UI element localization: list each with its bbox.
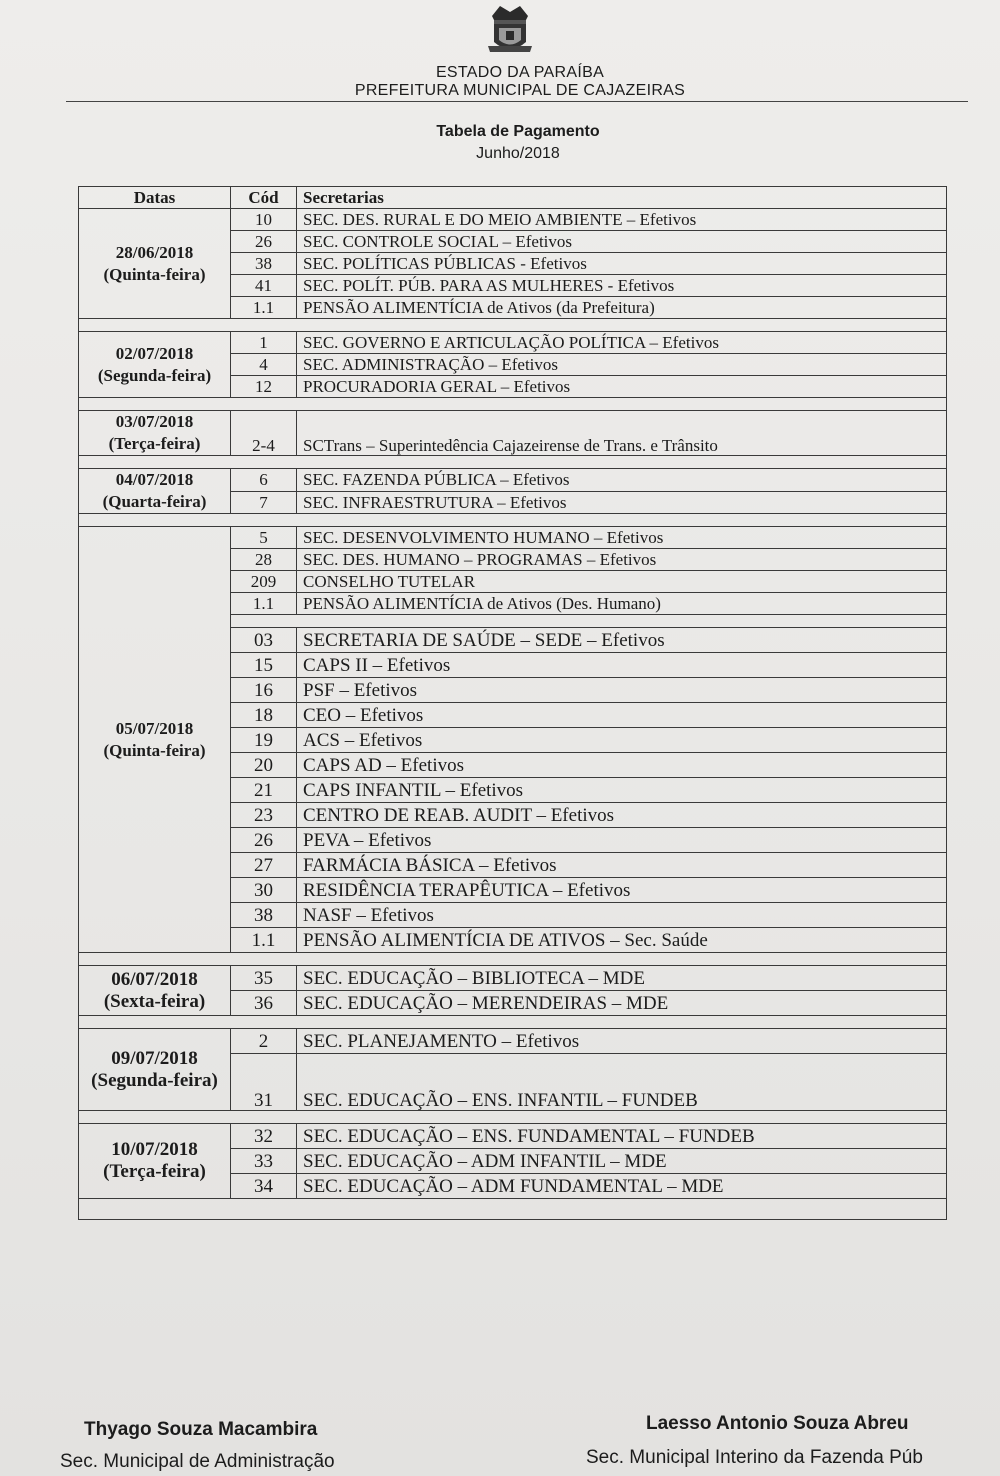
dept-code: 18 bbox=[231, 703, 297, 728]
dept-name: CAPS II – Efetivos bbox=[297, 653, 947, 678]
dept-code: 2 bbox=[231, 1029, 297, 1054]
group-spacer bbox=[79, 514, 947, 527]
table-row bbox=[79, 332, 947, 354]
payment-date: 09/07/2018 bbox=[111, 1047, 198, 1069]
payment-weekday: (Sexta-feira) bbox=[103, 990, 206, 1012]
group-spacer bbox=[79, 319, 947, 332]
dept-name: SEC. DES. RURAL E DO MEIO AMBIENTE – Efetivos bbox=[297, 209, 947, 231]
dept-code: 38 bbox=[231, 903, 297, 928]
dept-name: SEC. EDUCAÇÃO – ADM FUNDAMENTAL – MDE bbox=[297, 1174, 947, 1199]
table-header-row bbox=[79, 187, 947, 209]
dept-code: 4 bbox=[231, 354, 297, 376]
dept-code: 31 bbox=[231, 1054, 297, 1111]
dept-code: 21 bbox=[231, 778, 297, 803]
group-spacer bbox=[79, 456, 947, 469]
dept-name: SEC. INFRAESTRUTURA – Efetivos bbox=[297, 491, 947, 514]
dept-code: 1.1 bbox=[231, 593, 297, 615]
dept-code: 26 bbox=[231, 231, 297, 253]
table-row bbox=[79, 411, 947, 456]
municipal-crest-icon bbox=[484, 2, 536, 60]
payment-weekday: (Segunda-feira) bbox=[91, 1069, 218, 1091]
dept-name: CEO – Efetivos bbox=[297, 703, 947, 728]
dept-name: PENSÃO ALIMENTÍCIA DE ATIVOS – Sec. Saúde bbox=[297, 928, 947, 953]
dept-code: 35 bbox=[231, 966, 297, 991]
dept-code: 209 bbox=[231, 571, 297, 593]
dept-name: SEC. PLANEJAMENTO – Efetivos bbox=[297, 1029, 947, 1054]
dept-name: SEC. EDUCAÇÃO – BIBLIOTECA – MDE bbox=[297, 966, 947, 991]
header-departments: Secretarias bbox=[297, 187, 947, 209]
dept-name: PROCURADORIA GERAL – Efetivos bbox=[297, 376, 947, 398]
dept-code: 36 bbox=[231, 991, 297, 1016]
dept-name: CAPS AD – Efetivos bbox=[297, 753, 947, 778]
document-title: Tabela de Pagamento bbox=[436, 123, 600, 140]
payment-date: 10/07/2018 bbox=[111, 1139, 198, 1160]
table-row bbox=[79, 1124, 947, 1149]
group-spacer bbox=[79, 953, 947, 966]
payment-weekday: (Quarta-feira) bbox=[102, 492, 207, 511]
group-spacer bbox=[79, 1111, 947, 1124]
group-spacer bbox=[79, 398, 947, 411]
dept-code: 15 bbox=[231, 653, 297, 678]
dept-name: SEC. EDUCAÇÃO – ADM INFANTIL – MDE bbox=[297, 1149, 947, 1174]
dept-name: CENTRO DE REAB. AUDIT – Efetivos bbox=[297, 803, 947, 828]
dept-code: 33 bbox=[231, 1149, 297, 1174]
dept-name: SEC. EDUCAÇÃO – ENS. INFANTIL – FUNDEB bbox=[297, 1054, 947, 1111]
dept-code: 10 bbox=[231, 209, 297, 231]
payment-date-cell bbox=[79, 966, 231, 1016]
dept-code: 28 bbox=[231, 549, 297, 571]
dept-code: 38 bbox=[231, 253, 297, 275]
payment-date: 28/06/2018 bbox=[115, 242, 194, 262]
dept-name: SEC. CONTROLE SOCIAL – Efetivos bbox=[297, 231, 947, 253]
dept-code: 12 bbox=[231, 376, 297, 398]
payment-weekday: (Quinta-feira) bbox=[103, 264, 206, 284]
payment-date-cell bbox=[79, 1124, 231, 1199]
payment-table bbox=[78, 186, 947, 1220]
state-heading: ESTADO DA PARAÍBA bbox=[435, 64, 605, 81]
dept-code: 26 bbox=[231, 828, 297, 853]
payment-date-cell bbox=[79, 527, 231, 953]
dept-code: 30 bbox=[231, 878, 297, 903]
dept-name: PSF – Efetivos bbox=[297, 678, 947, 703]
dept-name: SEC. ADMINISTRAÇÃO – Efetivos bbox=[297, 354, 947, 376]
dept-name: PEVA – Efetivos bbox=[297, 828, 947, 853]
dept-name: SEC. DES. HUMANO – PROGRAMAS – Efetivos bbox=[297, 549, 947, 571]
dept-name: SCTrans – Superintedência Cajazeirense de Trans. e Trânsito bbox=[297, 411, 947, 456]
table-row bbox=[79, 209, 947, 231]
dept-code: 16 bbox=[231, 678, 297, 703]
dept-name: SECRETARIA DE SAÚDE – SEDE – Efetivos bbox=[297, 628, 947, 653]
payment-date: 02/07/2018 bbox=[115, 343, 194, 363]
header-dates: Datas bbox=[79, 187, 231, 209]
dept-name: ACS – Efetivos bbox=[297, 728, 947, 753]
group-spacer bbox=[79, 1016, 947, 1029]
dept-name: CAPS INFANTIL – Efetivos bbox=[297, 778, 947, 803]
dept-code: 27 bbox=[231, 853, 297, 878]
dept-code: 6 bbox=[231, 469, 297, 492]
dept-name: SEC. POLÍT. PÚB. PARA AS MULHERES - Efetivos bbox=[297, 275, 947, 297]
dept-name: SEC. GOVERNO E ARTICULAÇÃO POLÍTICA – Efetivos bbox=[297, 332, 947, 354]
dept-code: 1 bbox=[231, 332, 297, 354]
dept-code: 5 bbox=[231, 527, 297, 549]
dept-code: 34 bbox=[231, 1174, 297, 1199]
payment-weekday: (Terça-feira) bbox=[108, 434, 201, 453]
table-row bbox=[79, 966, 947, 991]
signatory-right-name: Laesso Antonio Souza Abreu bbox=[646, 1413, 909, 1434]
city-hall-heading: PREFEITURA MUNICIPAL DE CAJAZEIRAS bbox=[354, 82, 686, 99]
payment-date-cell bbox=[79, 1029, 231, 1111]
payment-date-cell bbox=[79, 209, 231, 319]
dept-code: 1.1 bbox=[231, 297, 297, 319]
header-divider bbox=[66, 101, 968, 102]
dept-code: 41 bbox=[231, 275, 297, 297]
payment-date-cell bbox=[79, 469, 231, 514]
table-row bbox=[79, 469, 947, 492]
dept-name: CONSELHO TUTELAR bbox=[297, 571, 947, 593]
signatory-left-name: Thyago Souza Macambira bbox=[84, 1419, 318, 1440]
dept-name: SEC. EDUCAÇÃO – ENS. FUNDAMENTAL – FUNDEB bbox=[297, 1124, 947, 1149]
dept-name: NASF – Efetivos bbox=[297, 903, 947, 928]
dept-code: 20 bbox=[231, 753, 297, 778]
payment-date: 05/07/2018 bbox=[115, 718, 194, 738]
payment-weekday: (Quinta-feira) bbox=[103, 740, 206, 760]
signatory-left-role: Sec. Municipal de Administração bbox=[60, 1451, 335, 1472]
table-footer-spacer bbox=[79, 1199, 947, 1220]
payment-date-cell bbox=[79, 411, 231, 456]
dept-code: 7 bbox=[231, 491, 297, 514]
dept-code: 2-4 bbox=[231, 411, 297, 456]
dept-code: 32 bbox=[231, 1124, 297, 1149]
table-row bbox=[79, 527, 947, 549]
payment-date: 06/07/2018 bbox=[111, 968, 198, 990]
dept-name: FARMÁCIA BÁSICA – Efetivos bbox=[297, 853, 947, 878]
dept-name: PENSÃO ALIMENTÍCIA de Ativos (Des. Humano) bbox=[297, 593, 947, 615]
dept-code: 19 bbox=[231, 728, 297, 753]
table-row bbox=[79, 1029, 947, 1054]
dept-name: SEC. FAZENDA PÚBLICA – Efetivos bbox=[297, 469, 947, 492]
dept-name: PENSÃO ALIMENTÍCIA de Ativos (da Prefeitura) bbox=[297, 297, 947, 319]
payment-weekday: (Segunda-feira) bbox=[97, 365, 212, 385]
payment-date-cell bbox=[79, 332, 231, 398]
dept-name: SEC. EDUCAÇÃO – MERENDEIRAS – MDE bbox=[297, 991, 947, 1016]
signatory-right-role: Sec. Municipal Interino da Fazenda Púb bbox=[586, 1447, 923, 1468]
document-period: Junho/2018 bbox=[476, 145, 560, 162]
dept-code: 03 bbox=[231, 628, 297, 653]
dept-name: SEC. DESENVOLVIMENTO HUMANO – Efetivos bbox=[297, 527, 947, 549]
payment-weekday: (Terça-feira) bbox=[103, 1161, 206, 1182]
dept-code: 1.1 bbox=[231, 928, 297, 953]
dept-code: 23 bbox=[231, 803, 297, 828]
payment-date: 03/07/2018 bbox=[115, 412, 194, 431]
dept-name: SEC. POLÍTICAS PÚBLICAS - Efetivos bbox=[297, 253, 947, 275]
header-code: Cód bbox=[231, 187, 297, 209]
payment-date: 04/07/2018 bbox=[115, 470, 194, 489]
dept-name: RESIDÊNCIA TERAPÊUTICA – Efetivos bbox=[297, 878, 947, 903]
